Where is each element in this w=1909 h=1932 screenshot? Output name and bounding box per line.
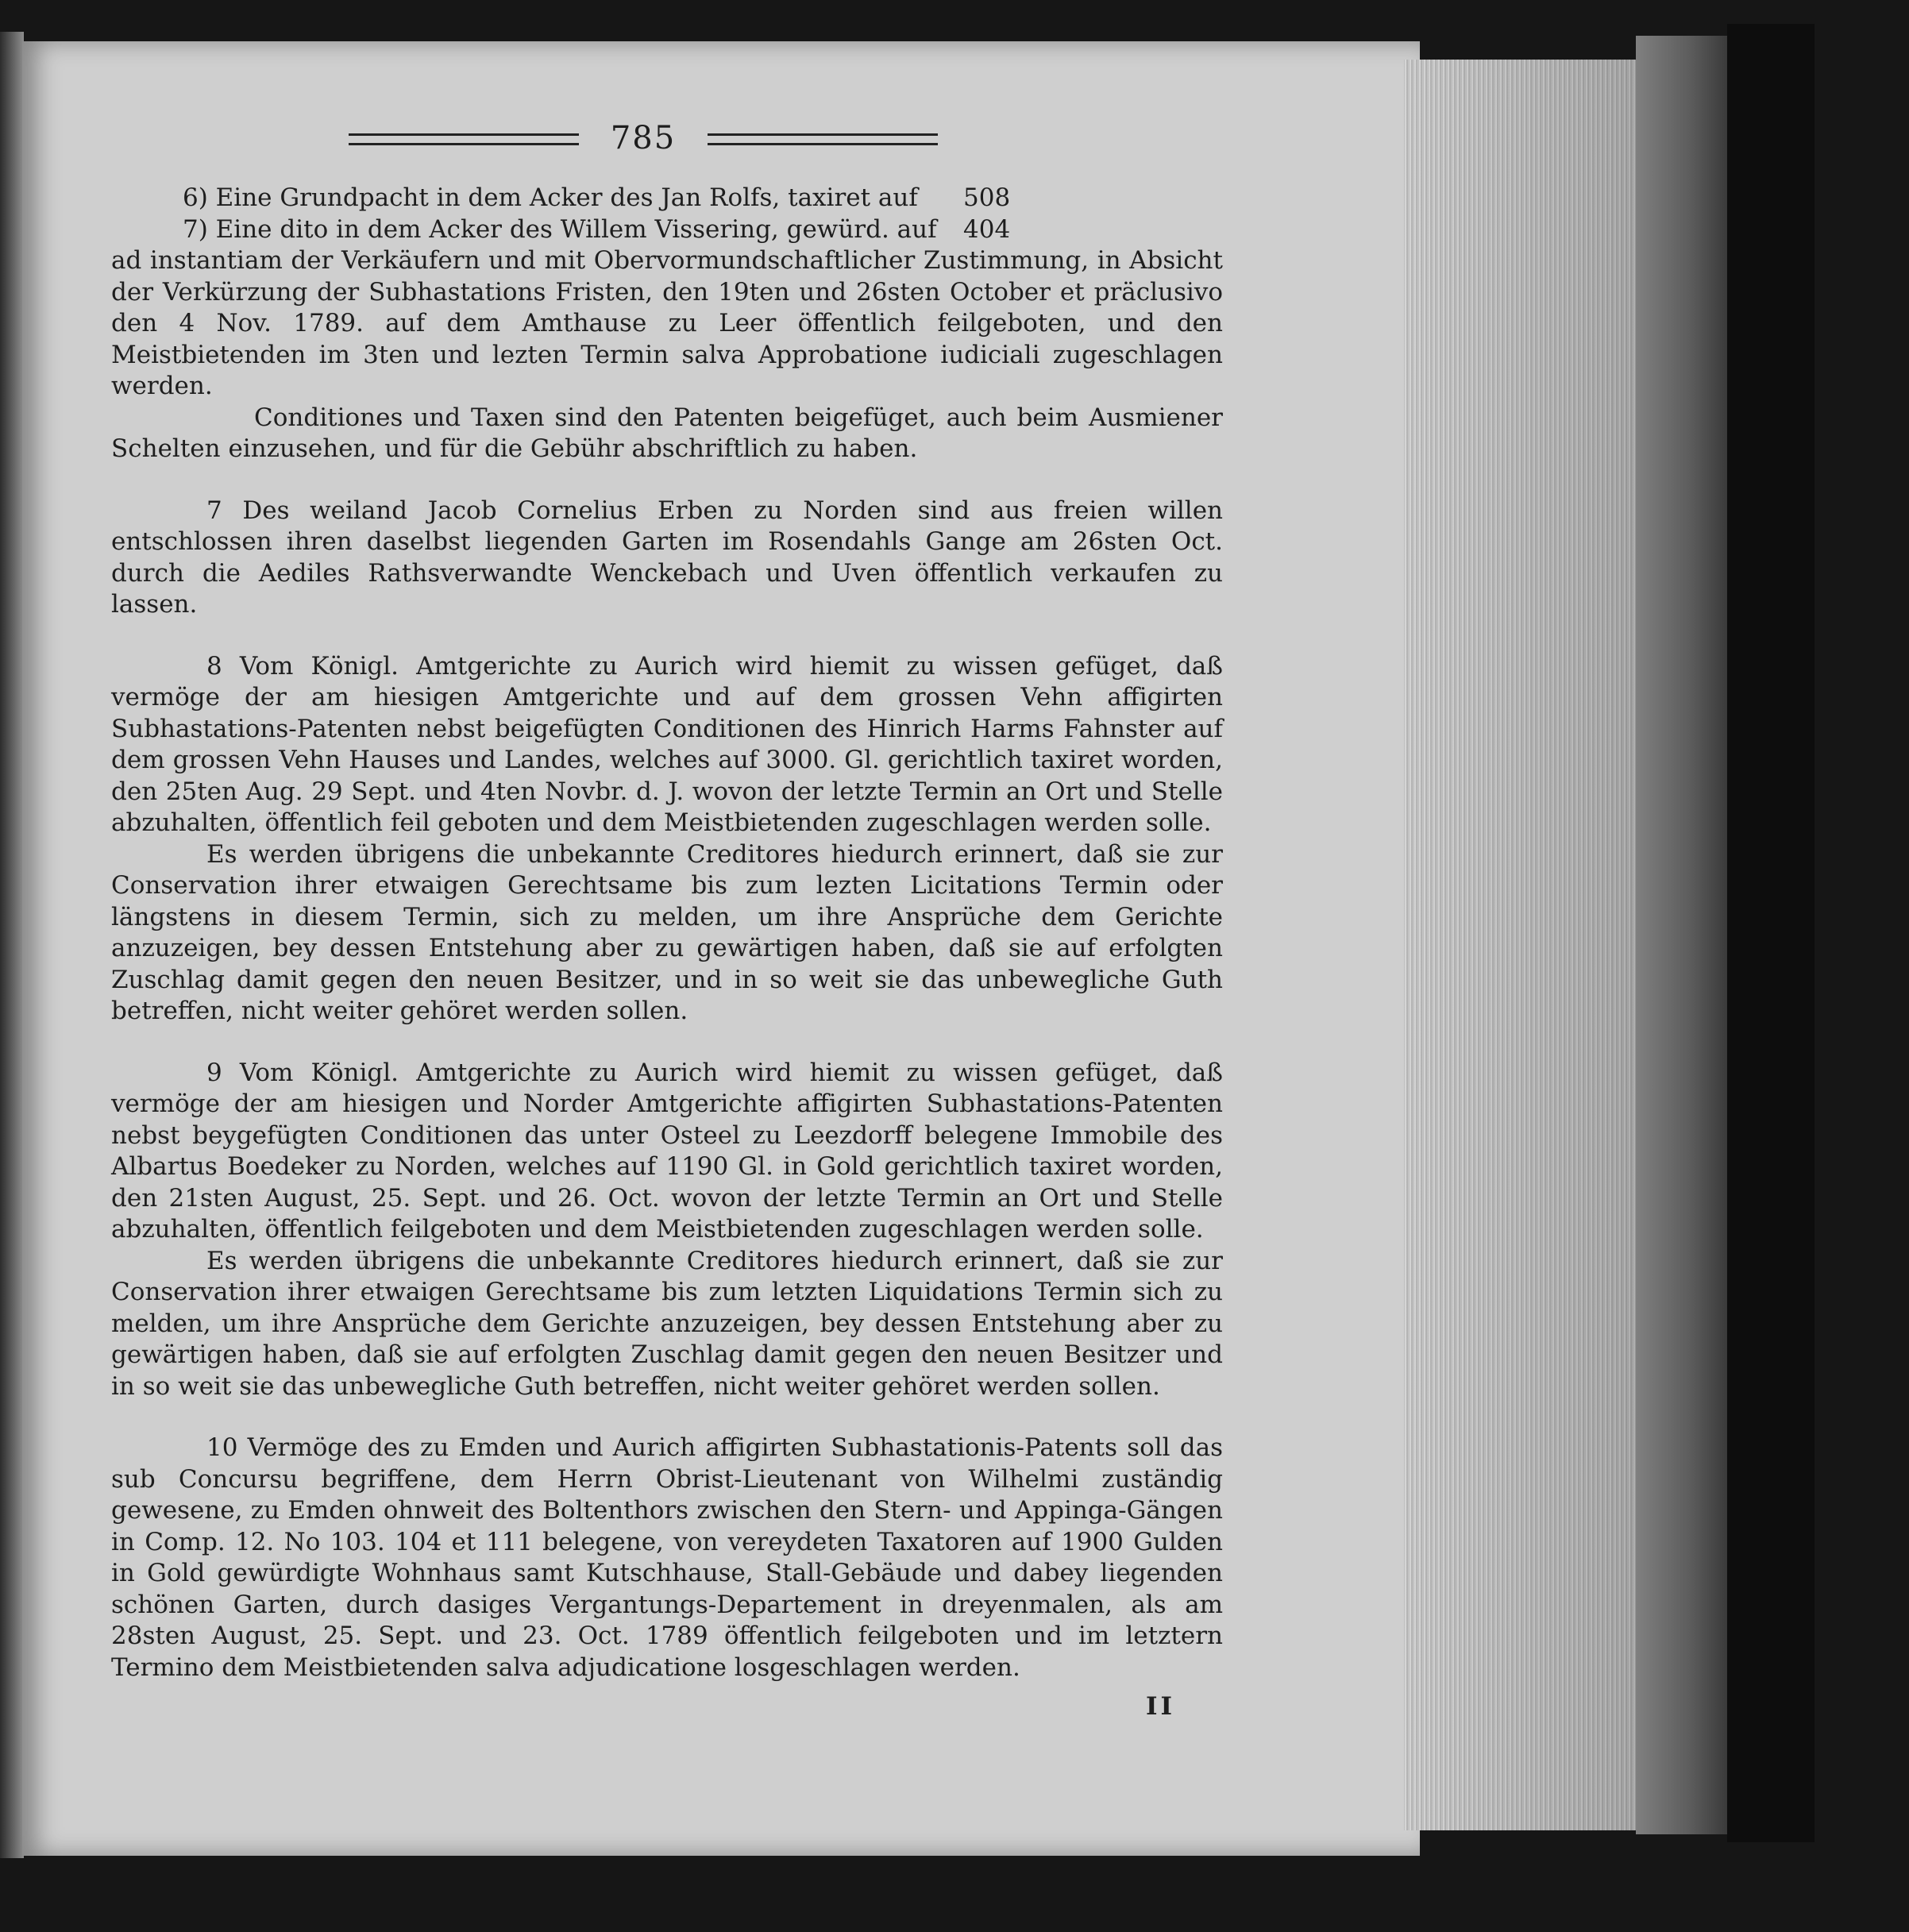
page-header — [206, 115, 1080, 163]
fore-edge-shadow — [1404, 60, 1642, 1830]
paragraph: 8 Vom Königl. Amtgerichte zu Aurich wird hiemit zu wissen gefüget, daß vermöge der am hiesigen Amtgerichte und auf dem grossen Vehn affigirten Subhastations-Patenten nebst beigefügten Conditionen des Hinrich Harms Fahnster auf dem grossen Vehn Hauses und Landes, welches auf 3000. Gl. gerichtlich taxiret worden, den 25ten Aug. 29 Sept. und 4ten Novbr. d. J. wovon der letzte Termin an Ort und Stelle abzuhalten, öffentlich feil geboten und dem Meistbietenden zugeschlagen werden solle. — [111, 651, 1223, 837]
spacer — [111, 465, 1223, 496]
header-rule-left — [349, 133, 579, 145]
list-item-amount: 508 — [963, 183, 1011, 212]
spacer — [111, 1402, 1223, 1433]
list-item — [111, 214, 1035, 246]
paragraph: 7 Des weiland Jacob Cornelius Erben zu Norden sind aus freien willen entschlossen ihren daselbst liegenden Garten im Rosendahls Gange am 26sten Oct. durch die Aediles Rathsverwandte Wenckebach und Uven öffentlich verkaufen zu lassen. — [111, 496, 1223, 619]
list-item-text: 7) Eine dito in dem Acker des Willem Vissering, gewürd. auf — [183, 214, 937, 244]
paragraph: 10 Vermöge des zu Emden und Aurich affigirten Subhastationis-Patents soll das sub Concursu begriffene, dem Herrn Obrist-Lieutenant von Wilhelmi zuständig gewesene, zu Emden ohnweit des Boltenthors zwischen den Stern- und Appinga-Gängen in Comp. 12. No 103. 104 et 111 belegene, von vereydeten Taxatoren auf 1900 Gulden in Gold gewürdigte Wohnhaus samt Kutschhause, Stall-Gebäude und dabey liegenden schönen Garten, durch dasiges Vergantungs-Departement in dreyenmalen, als am 28sten August, 25. Sept. und 23. Oct. 1789 öffentlich feilgeboten und im letztern Termino dem Meistbietenden salva adjudicatione losgeschlagen werden. — [111, 1433, 1223, 1682]
paragraph: Es werden übrigens die unbekannte Creditores hiedurch erinnert, daß sie zur Conservation ihrer etwaigen Gerechtsame bis zum letzten Liquidations Termin sich zu melden, um ihre Ansprüche dem Gerichte anzuzeigen, bey dessen Entstehung aber zu gewärtigen haben, daß sie auf erfolgten Zuschlag damit gegen den neuen Besitzer und in so weit sie das unbewegliche Guth betreffen, nicht weiter gehöret werden sollen. — [111, 1246, 1223, 1401]
page-number: 785 — [610, 120, 677, 157]
page-content — [111, 115, 1223, 1723]
paragraph: Conditiones und Taxen sind den Patenten beigefüget, auch beim Ausmiener Schelten einzusehen, und für die Gebühr abschriftlich zu haben. — [111, 403, 1223, 463]
spacer — [111, 621, 1223, 651]
background-strip — [1727, 24, 1815, 1842]
list-item-text: 6) Eine Grundpacht in dem Acker des Jan Rolfs, taxiret auf — [183, 183, 918, 212]
header-rule-right — [708, 133, 938, 145]
paragraph: ad instantiam der Verkäufern und mit Obervormundschaftlicher Zustimmung, in Absicht der Verkürzung der Subhastations Fristen, den 19ten und 26sten October et präclusivo den 4 Nov. 1789. auf dem Amthause zu Leer öffentlich feilgeboten, und den Meistbietenden im 3ten und lezten Termin salva Approbatione iudiciali zugeschlagen werden. — [111, 246, 1223, 400]
book-cover-board — [1636, 36, 1730, 1834]
list-item — [111, 183, 1035, 214]
paragraph: Es werden übrigens die unbekannte Creditores hiedurch erinnert, daß sie zur Conservation ihrer etwaigen Gerechtsame bis zum lezten Licitations Termin oder längstens in diesem Termin, sich zu melden, um ihre Ansprüche dem Gerichte anzuzeigen, bey dessen Entstehung aber zu gewärtigen haben, daß sie auf erfolgten Zuschlag damit gegen den neuen Besitzer, und in so weit sie das unbewegliche Guth betreffen, nicht weiter gehöret werden sollen. — [111, 839, 1223, 1025]
list-item-amount: 404 — [963, 214, 1011, 244]
paragraph: 9 Vom Königl. Amtgerichte zu Aurich wird hiemit zu wissen gefüget, daß vermöge der am hiesigen und Norder Amtgerichte affigirten Subhastations-Patenten nebst beygefügten Conditionen das unter Osteel zu Leezdorff belegene Immobile des Albartus Boedeker zu Norden, welches auf 1190 Gl. in Gold gerichtlich taxiret worden, den 21sten August, 25. Sept. und 26. Oct. wovon der letzte Termin an Ort und Stelle abzuhalten, öffentlich feilgeboten und dem Meistbietenden zugeschlagen werden solle. — [111, 1058, 1223, 1244]
spacer — [111, 1028, 1223, 1058]
book-left-page-edge — [0, 32, 24, 1858]
catchword: II — [1145, 1692, 1175, 1721]
